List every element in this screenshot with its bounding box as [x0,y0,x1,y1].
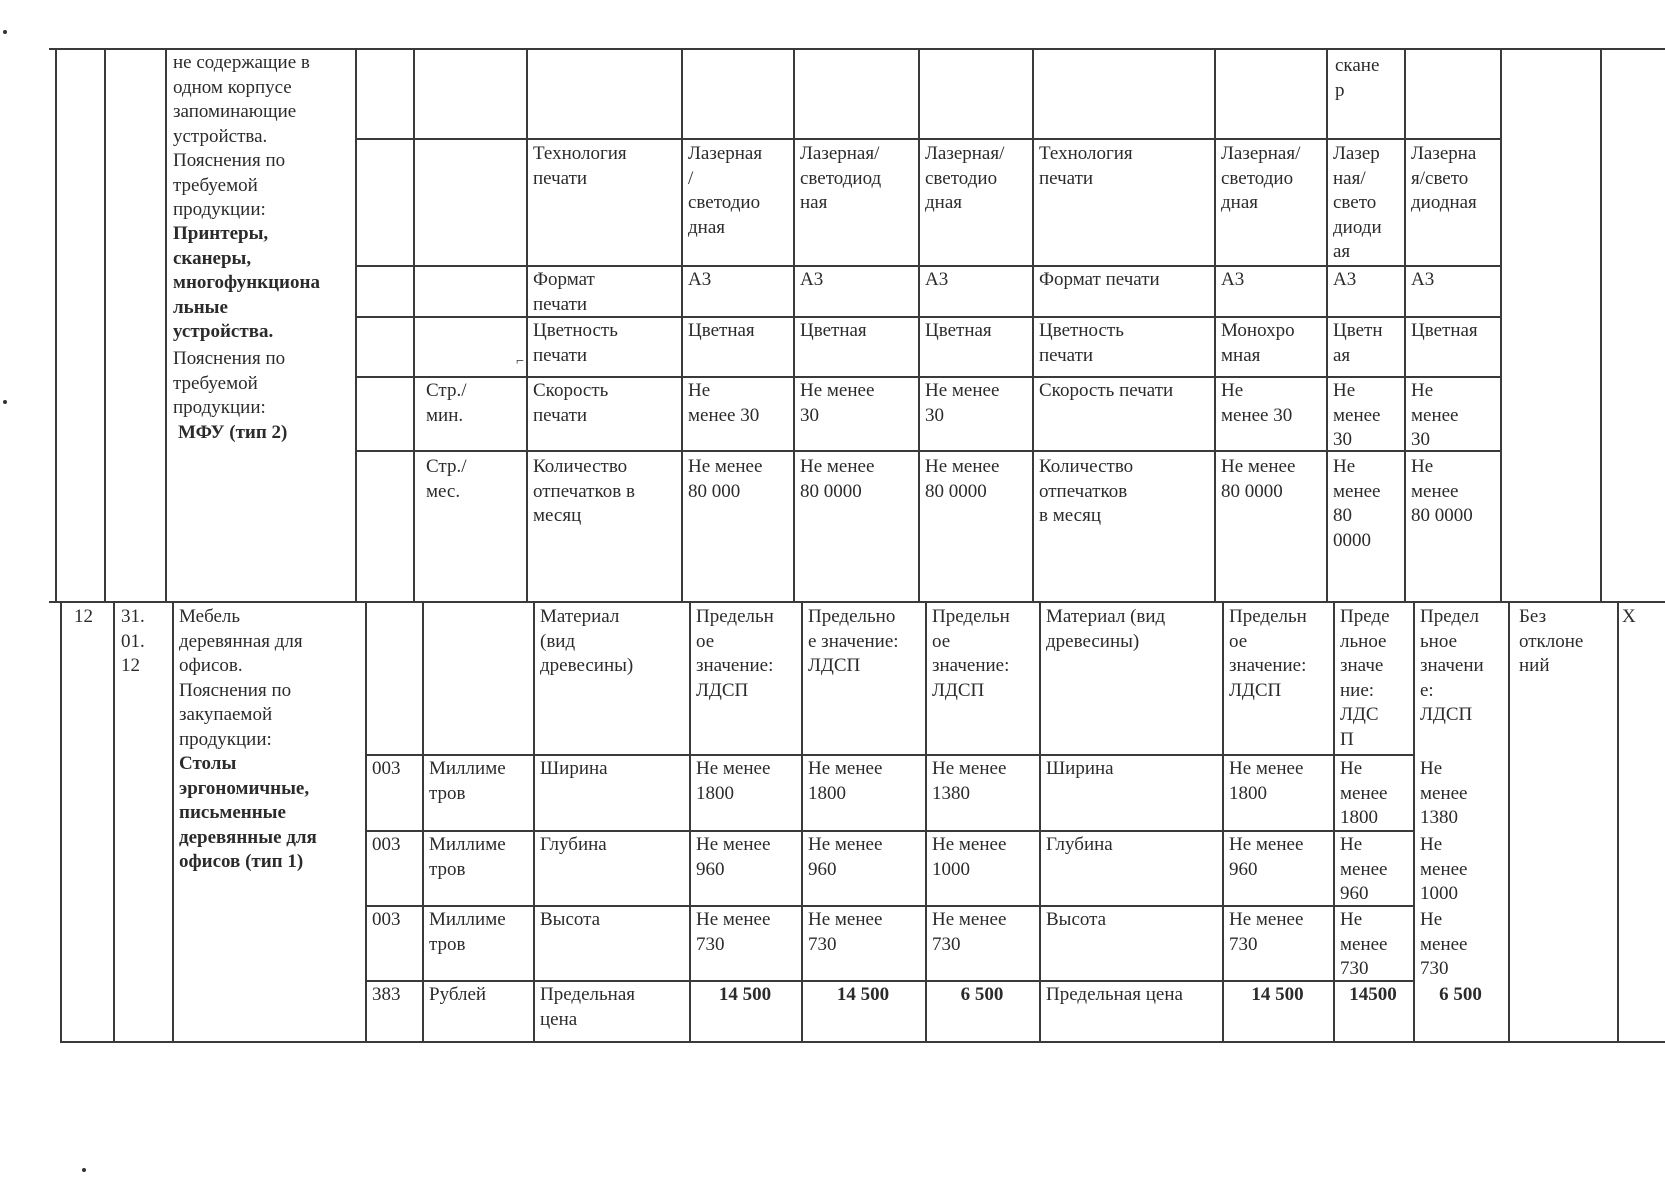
row11-speed-cell: Не менее 30 [925,380,1000,426]
row11-tech-cell: Технология печати [1039,143,1133,189]
table-rule-v [1600,48,1602,601]
row11-format-cell: А3 [688,269,712,290]
row12-height-cell: Не менее 730 [1420,909,1468,979]
row12-price-cell: 14 500 [1251,984,1304,1005]
table-rule-v [526,48,528,601]
row12-depth-cell: Глубина [540,834,607,855]
row11-count-cell: Не менее 80 000 [688,456,763,502]
row11-color-cell: Цветная [688,320,755,341]
row12-width-cell: 003 [372,758,401,779]
row11-tech-cell: Лазерна я/свето диодная [1411,143,1477,213]
table-rule-v [165,48,167,601]
table-rule-v [365,601,367,1041]
scan-speck [3,30,7,34]
row12-height-cell: Миллиме тров [429,909,506,955]
row11-name-text: не содержащие в одном корпусе запоминающие устройства. Пояснения по требуемой продукции: [173,52,310,220]
row11-tech-cell: Лазер ная/ свето диоди ая [1333,143,1382,262]
row11-count-cell: Не менее 80 0000 [925,456,1000,502]
row12-material-cell: Предельно е значение: ЛДСП [808,606,899,676]
table-rule-v [681,48,683,601]
row12-height-cell: Высота [1046,909,1107,930]
table-rule-v [533,601,535,1041]
table-top-border [49,48,1665,50]
row11-tech-cell: Лазерная/ светодио дная [1221,143,1301,213]
row12-price-cell: Предельная цена [1046,984,1183,1005]
row12-width-cell: Не менее 1800 [808,758,883,804]
row11-speed-cell: Не менее 30 [688,380,760,426]
row11-count-cell: Количество отпечатков в месяц [533,456,635,526]
row12-material-cell: Материал (вид древесины) [1046,606,1166,652]
table-rule-v [918,48,920,601]
row11-count-cell: Не менее 80 0000 [800,456,875,502]
row11-name-bold-2: МФУ (тип 2) [178,422,288,443]
row12-depth-cell: 003 [372,834,401,855]
row12-height-cell: Не менее 730 [932,909,1007,955]
row11-format-cell: Формат печати [1039,269,1160,290]
table-rule-h [365,980,1413,982]
row-separator [49,601,1665,603]
row12-width-cell: Не менее 1380 [1420,758,1468,828]
row12-depth-cell: Не менее 960 [808,834,883,880]
table-rule-v [793,48,795,601]
table-rule-v [925,601,927,1041]
row11-count-cell: Не менее 80 0000 [1333,456,1381,551]
row12-code: 31. 01. 12 [121,606,145,676]
row12-depth-cell: Не менее 960 [1340,834,1388,904]
row12-height-cell: Не менее 730 [1229,909,1304,955]
row11-tech-cell: Лазерная/ светодио дная [925,143,1005,213]
row11-tech-cell: Технология печати [533,143,627,189]
top-partial-cell: скане р [1335,55,1380,101]
row12-depth-cell: Не менее 960 [696,834,771,880]
row12-width-cell: Ширина [1046,758,1114,779]
table-rule-v [104,48,106,601]
row12-material-cell: Предел ьное значени е: ЛДСП [1420,606,1484,725]
row12-depth-cell: Миллиме тров [429,834,506,880]
row12-deviation: Без отклоне ний [1519,606,1584,676]
row11-color-cell: Цветная [800,320,867,341]
row11-format-cell: А3 [1221,269,1245,290]
table-rule-v [1222,601,1224,1041]
table-rule-v [413,48,415,601]
row12-material-cell: Предельн ое значение: ЛДСП [932,606,1010,701]
table-rule-v [113,601,115,1041]
table-rule-v [689,601,691,1041]
table-rule-v [801,601,803,1041]
row12-price-cell: 6 500 [1439,984,1482,1005]
table-rule-v [1214,48,1216,601]
row12-height-cell: Высота [540,909,601,930]
row11-color-cell: Монохро мная [1221,320,1295,366]
table-rule-h [365,905,1413,907]
row11-color-cell: Цветная [925,320,992,341]
table-rule-v [1500,48,1502,601]
row11-format-cell: А3 [1411,269,1435,290]
row11-speed-cell: Скорость печати [1039,380,1174,401]
row12-price-cell: Предельная цена [540,984,635,1030]
table-bottom-border [60,1041,1665,1043]
row12-width-cell: Не менее 1800 [696,758,771,804]
row12-width-cell: Не менее 1800 [1229,758,1304,804]
row12-width-cell: Миллиме тров [429,758,506,804]
row12-depth-cell: Не менее 960 [1229,834,1304,880]
row12-width-cell: Не менее 1380 [932,758,1007,804]
table-rule-h [365,754,1413,756]
row12-price-cell: 14500 [1349,984,1397,1005]
row11-count-cell: Не менее 80 0000 [1221,456,1296,502]
row12-name-text: Мебель деревянная для офисов. Пояснения по закупаемой продукции: [179,606,303,750]
scan-speck [3,400,7,404]
row12-height-cell: Не менее 730 [808,909,883,955]
row12-mark: Х [1622,606,1636,627]
row12-height-cell: Не менее 730 [1340,909,1388,979]
row12-price-cell: 14 500 [836,984,890,1005]
row12-price-cell: 6 500 [960,984,1004,1005]
row12-height-cell: Не менее 730 [696,909,771,955]
row11-speed-cell: Не менее 30 [1411,380,1459,450]
row11-speed-cell: Скорость печати [533,380,609,426]
row11-tech-cell: Лазерная / светодио дная [688,143,763,238]
row12-number: 12 [74,606,93,627]
table-rule-v [1326,48,1328,601]
row12-height-cell: 003 [372,909,401,930]
row12-width-cell: Ширина [540,758,608,779]
row12-name-bold: Столы эргономичные, письменные деревянные для офисов (тип 1) [179,753,317,872]
row11-format-cell: А3 [800,269,824,290]
row12-price-cell: Рублей [429,984,487,1005]
row11-name-bold-1: Принтеры, сканеры, многофункциона льные устройства. [173,223,320,342]
row12-width-cell: Не менее 1800 [1340,758,1388,828]
row11-color-cell: Цветная [1411,320,1478,341]
row11-format-cell: А3 [1333,269,1357,290]
row11-color-cell: Цветность печати [1039,320,1124,366]
table-rule-v [1617,601,1619,1041]
row12-depth-cell: Не менее 1000 [1420,834,1468,904]
pen-mark: ⌐ [516,354,524,369]
row12-material-cell: Материал (вид древесины) [540,606,634,676]
scan-speck [82,1168,86,1172]
table-rule-v [60,601,62,1041]
table-rule-h [365,830,1413,832]
row11-format-cell: А3 [925,269,949,290]
row11-count-cell: Не менее 80 0000 [1411,456,1473,526]
row12-price-cell: 14 500 [718,984,772,1005]
row11-count-cell: Количество отпечатков в месяц [1039,456,1134,526]
row12-depth-cell: Глубина [1046,834,1113,855]
row11-speed-cell: Не менее 30 [1221,380,1293,426]
row11-name-explain: Пояснения по требуемой продукции: [173,348,286,418]
row12-depth-cell: Не менее 1000 [932,834,1007,880]
table-rule-v [1039,601,1041,1041]
row11-format-cell: Формат печати [533,269,595,315]
table-rule-v [1508,601,1510,1041]
table-rule-v [55,48,57,601]
table-rule-v [1404,48,1406,601]
row11-count-unit: Стр./ мес. [426,456,467,502]
table-rule-v [422,601,424,1041]
table-rule-v [1333,601,1335,1041]
row12-price-cell: 383 [372,984,401,1005]
table-rule-v [1032,48,1034,601]
row11-tech-cell: Лазерная/ светодиод ная [800,143,882,213]
table-rule-v [172,601,174,1041]
row11-speed-unit: Стр./ мин. [426,380,467,426]
row11-speed-cell: Не менее 30 [1333,380,1381,450]
row11-color-cell: Цветн ая [1333,320,1383,366]
row12-material-cell: Предельн ое значение: ЛДСП [1229,606,1307,701]
row12-material-cell: Преде льное значе ние: ЛДС П [1340,606,1390,750]
row11-color-cell: Цветность печати [533,320,618,366]
table-rule-v [355,48,357,601]
table-rule-v [1413,601,1415,1041]
row12-material-cell: Предельн ое значение: ЛДСП [696,606,774,701]
row11-speed-cell: Не менее 30 [800,380,875,426]
